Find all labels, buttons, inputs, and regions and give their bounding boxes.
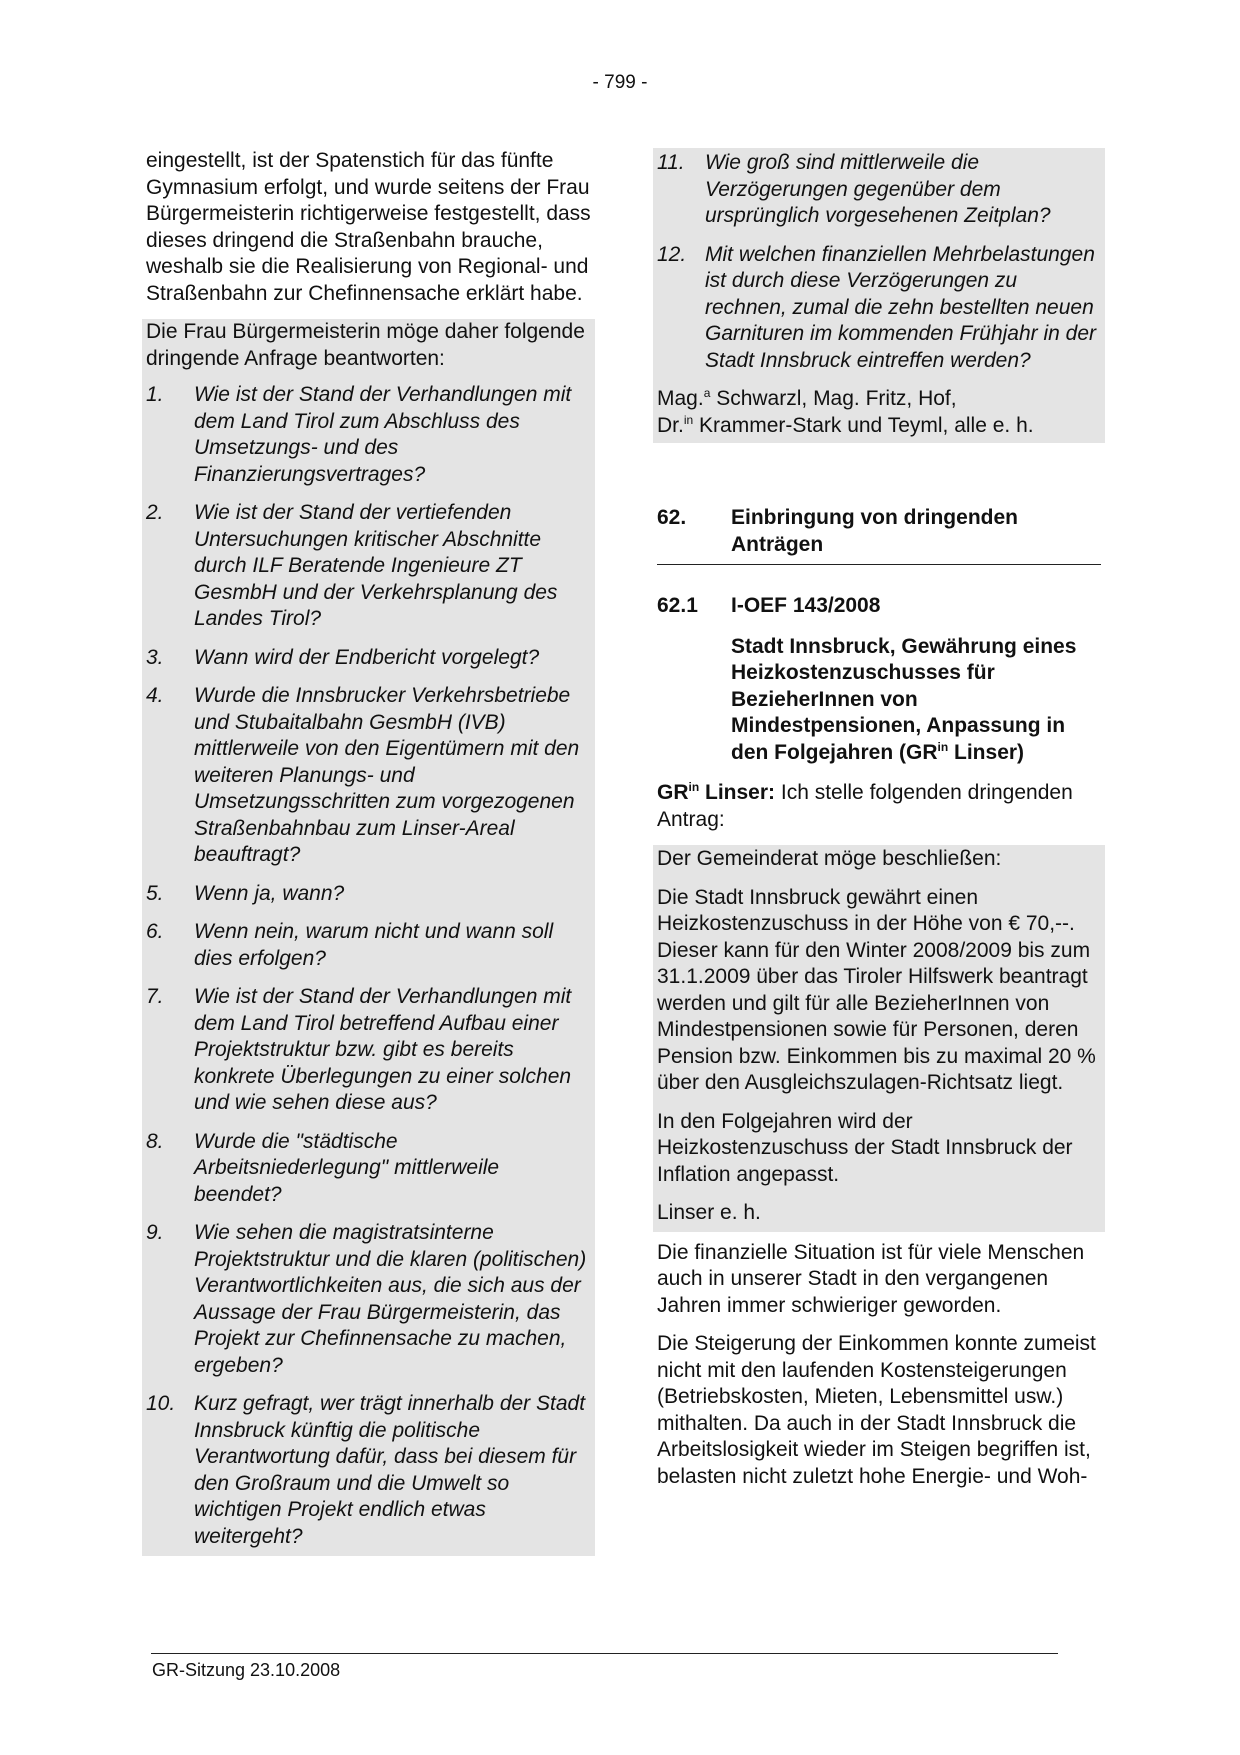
question-number: 4. — [146, 684, 164, 707]
right-column — [657, 148, 1101, 1502]
inquiry-box — [142, 319, 595, 1556]
left-column — [146, 148, 591, 1556]
page-number: - 799 - — [592, 72, 648, 93]
question-text: Wenn ja, wann? — [194, 881, 345, 905]
question-number: 5. — [146, 881, 164, 905]
question-text: Wann wird der Endbericht vorgelegt? — [194, 645, 540, 669]
section-number: 62. — [657, 506, 687, 529]
question-number: 11. — [657, 151, 685, 174]
question-item — [146, 919, 591, 984]
question-number: 12. — [657, 242, 687, 266]
question-list — [146, 382, 591, 1556]
question-number: 1. — [146, 383, 164, 406]
subsection-heading — [657, 593, 1101, 620]
section-title: Einbringung von dringenden Anträgen — [731, 506, 1018, 556]
motion-paragraph: In den Folgejahren wird der Heizkostenzuschuss der Stadt Innsbruck der Inflation angepasst. — [657, 1109, 1073, 1186]
question-item — [146, 683, 591, 881]
question-text: Wurde die Innsbrucker Verkehrsbetriebe und Stubaitalbahn GesmbH (IVB) mittlerweile von den Eigentümern mit den weiteren Planungs- und Umsetzungsschritten zum vorgezogenen Straßenbahnbau zum Linser-Areal beauftragt? — [194, 684, 580, 866]
question-item — [146, 1391, 591, 1556]
section-heading — [657, 505, 1101, 565]
question-item — [146, 645, 591, 684]
question-list-continued — [657, 150, 1101, 386]
question-text: Wenn nein, warum nicht und wann soll dies erfolgen? — [194, 920, 554, 970]
motion-box — [653, 845, 1105, 1232]
footer-text: GR-Sitzung 23.10.2008 — [152, 1660, 341, 1680]
footer-divider — [151, 1653, 1058, 1654]
inquiry-box-continued — [653, 148, 1105, 443]
intro-paragraph: eingestellt, ist der Spatenstich für das fünfte Gymnasium erfolgt, und wurde seitens der Frau Bürgermeisterin richtigerweise festgestellt, dass dieses dringend die Straßenbahn brauche, weshalb sie die Realisierung von Regional- und Straßenbahn zur Chefinnensache erklärt habe. — [146, 149, 591, 305]
question-item — [146, 1220, 591, 1391]
signatures: Mag.$^a$ Schwarzl, Mag. Fritz, Hof, Dr.$^{in}$ Krammer-Stark und Teyml, alle e. h. — [657, 386, 1034, 437]
question-text: Wie ist der Stand der Verhandlungen mit dem Land Tirol betreffend Aufbau einer Projektstruktur bzw. gibt es bereits konkrete Überlegungen zu einer solchen und wie sehen diese aus? — [194, 985, 572, 1114]
question-number: 6. — [146, 920, 164, 943]
speaker-name: $GR^{in}$ Linser: — [657, 780, 776, 804]
question-item — [146, 881, 591, 920]
question-item — [146, 382, 591, 500]
question-item — [146, 500, 591, 645]
question-item — [146, 1129, 591, 1221]
motion-intro: Der Gemeinderat möge beschließen: — [657, 847, 1002, 870]
question-text: Mit welchen finanziellen Mehrbelastungen ist durch diese Verzögerungen zu rechnen, zumal die zehn bestellten neuen Garnituren im kommenden Frühjahr in der Stadt Innsbruck eintreffen werden? — [705, 242, 1097, 372]
question-text: Wie groß sind mittlerweile die Verzögerungen gegenüber dem ursprünglich vorgesehenen Zeitplan? — [705, 151, 1051, 227]
question-item — [146, 984, 591, 1129]
question-item — [657, 242, 1101, 387]
question-number: 2. — [146, 501, 164, 524]
inquiry-request: Die Frau Bürgermeisterin möge daher folgende dringende Anfrage beantworten: — [146, 320, 585, 370]
question-number: 3. — [146, 645, 164, 669]
subsection-subtitle: Stadt Innsbruck, Gewährung eines Heizkostenzuschusses für BezieherInnen von Mindestpensionen, Anpassung in den Folgejahren ($GR^{in}$ Linser) — [731, 634, 1077, 764]
speaker-paragraph: $GR^{in}$ Linser: Ich stelle folgenden dringenden Antrag: — [657, 780, 1073, 831]
subsection-title: I-OEF 143/2008 — [731, 594, 881, 617]
question-text: Wie sehen die magistratsinterne Projektstruktur und die klaren (politischen) Verantwortlichkeiten aus, die sich aus der Aussage der Frau Bürgermeisterin, das Projekt zur Chefinnensache zu machen, ergeben? — [194, 1221, 587, 1377]
motion-paragraph: Die Stadt Innsbruck gewährt einen Heizkostenzuschuss in der Höhe von € 70,--. Dieser kann für den Winter 2008/2009 bis zum 31.1.2009 über das Tiroler Hilfswerk beantragt werden und gilt für alle BezieherInnen von Mindestpensionen sowie für Personen, deren Pension bzw. Einkommen bis zu maximal 20 % über den Ausgleichszulagen-Richtsatz liegt. — [657, 885, 1096, 1094]
question-number: 7. — [146, 985, 164, 1008]
body-paragraph: Die Steigerung der Einkommen konnte zumeist nicht mit den laufenden Kostensteigerungen (Betriebskosten, Mieten, Lebensmittel usw.) mithalten. Da auch in der Stadt Innsbruck die Arbeitslosigkeit wieder im Steigen begriffen ist, belasten nicht zuletzt hohe Energie- und Woh- — [657, 1332, 1096, 1488]
question-text: Kurz gefragt, wer trägt innerhalb der Stadt Innsbruck künftig die politische Verantwortung dafür, dass bei diesem für den Großraum und die Umwelt so wichtigen Projekt endlich etwas weitergeht? — [194, 1392, 586, 1548]
question-number: 10. — [146, 1392, 176, 1415]
question-item — [657, 150, 1101, 242]
question-text: Wurde die "städtische Arbeitsniederlegung" mittlerweile beendet? — [194, 1129, 500, 1206]
question-text: Wie ist der Stand der Verhandlungen mit dem Land Tirol zum Abschluss des Umsetzungs- und des Finanzierungsvertrages? — [194, 383, 572, 486]
question-number: 8. — [146, 1129, 164, 1153]
body-paragraph: Die finanzielle Situation ist für viele Menschen auch in unserer Stadt in den vergangenen Jahren immer schwieriger geworden. — [657, 1240, 1085, 1317]
motion-signature: Linser e. h. — [657, 1201, 761, 1224]
subsection-number: 62.1 — [657, 594, 698, 617]
question-text: Wie ist der Stand der vertiefenden Untersuchungen kritischer Abschnitte durch ILF Beratende Ingenieure ZT GesmbH und der Verkehrsplanung des Landes Tirol? — [194, 501, 558, 630]
question-number: 9. — [146, 1221, 164, 1244]
